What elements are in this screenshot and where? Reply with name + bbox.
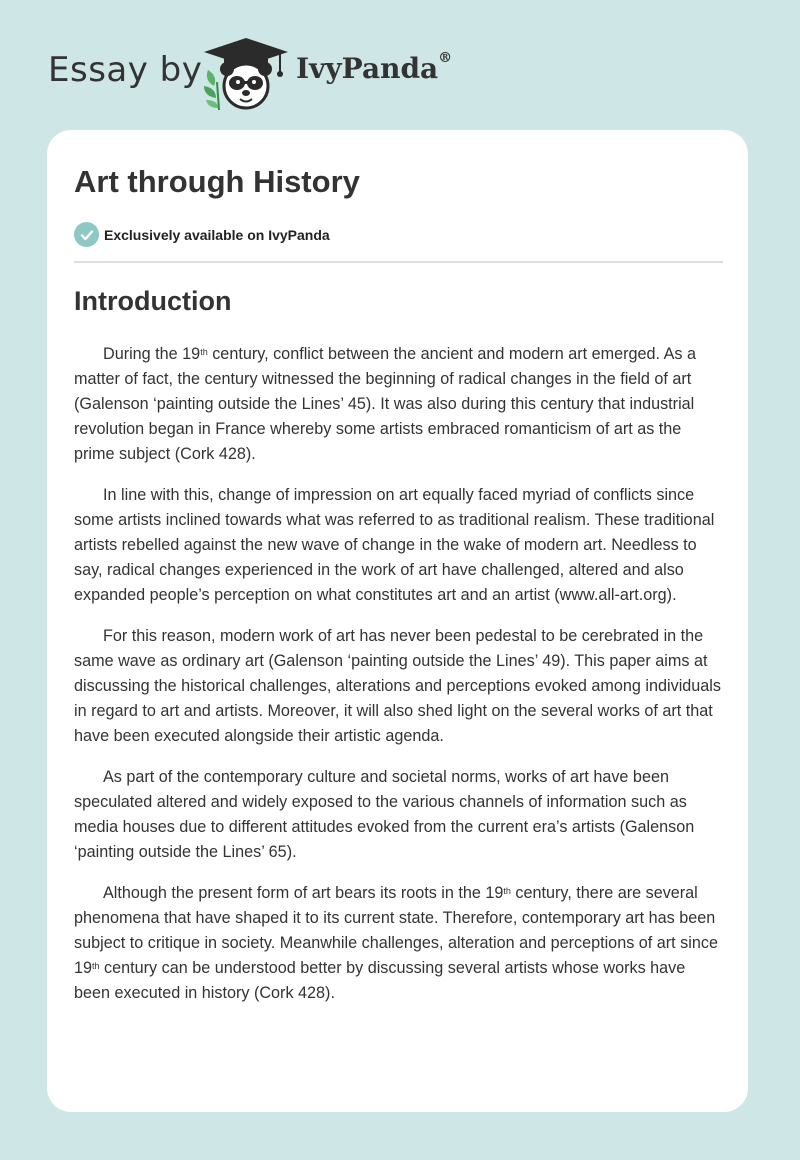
paragraph: During the 19th century, conflict between the ancient and modern art emerged. As a matter of fact, the century witnessed the beginning of radical changes in the field of art (Galenson ‘painting outside the Lines’ 45). It was also during this century that industrial revolution began in France whereby some artists embraced romanticism of art as the prime subject (Cork 428). (74, 345, 697, 463)
divider (74, 261, 723, 263)
brand-name[interactable] (296, 52, 452, 85)
check-icon (74, 222, 99, 247)
site-header (0, 0, 800, 130)
section-heading: Introduction (74, 286, 232, 316)
essay-body (74, 342, 724, 1022)
paragraph: For this reason, modern work of art has never been pedestal to be cerebrated in the same wave as ordinary art (Galenson ‘painting outside the Lines’ 49). This paper aims at discussing the historical challenges, alterations and perceptions evoked among individuals in regard to art and artists. Moreover, it will also shed light on the several works of art that have been executed alongside their artistic agenda. (74, 627, 721, 745)
essay-by-label: Essay by (48, 50, 203, 90)
essay-card (47, 130, 748, 1112)
badge-text: Exclusively available on IvyPanda (104, 226, 330, 243)
panda-logo-icon[interactable] (200, 36, 292, 110)
registered-mark: ® (438, 50, 453, 66)
paragraph: In line with this, change of impression on art equally faced myriad of conflicts since some artists inclined towards what was referred to as traditional realism. These traditional artists rebelled against the new wave of change in the wake of modern art. Needless to say, radical changes experienced in the work of art have challenged, altered and also expanded people’s perception on what constitutes art and an artist (www.all-art.org). (74, 486, 715, 604)
brand-label: IvyPanda (296, 52, 439, 85)
paragraph: As part of the contemporary culture and societal norms, works of art have been speculated altered and widely exposed to the various channels of information such as media houses due to different attitudes evoked from the current era’s artists (Galenson ‘painting outside the Lines’ 65). (74, 768, 695, 861)
page-title: Art through History (74, 164, 360, 199)
exclusive-badge (74, 222, 330, 247)
paragraph: Although the present form of art bears its roots in the 19th century, there are several phenomena that have shaped it to its current state. Therefore, contemporary art has been subject to critique in society. Meanwhile challenges, alteration and perceptions of art since 19th century can be understood better by discussing several artists whose works have been executed in history (Cork 428). (74, 884, 718, 1002)
